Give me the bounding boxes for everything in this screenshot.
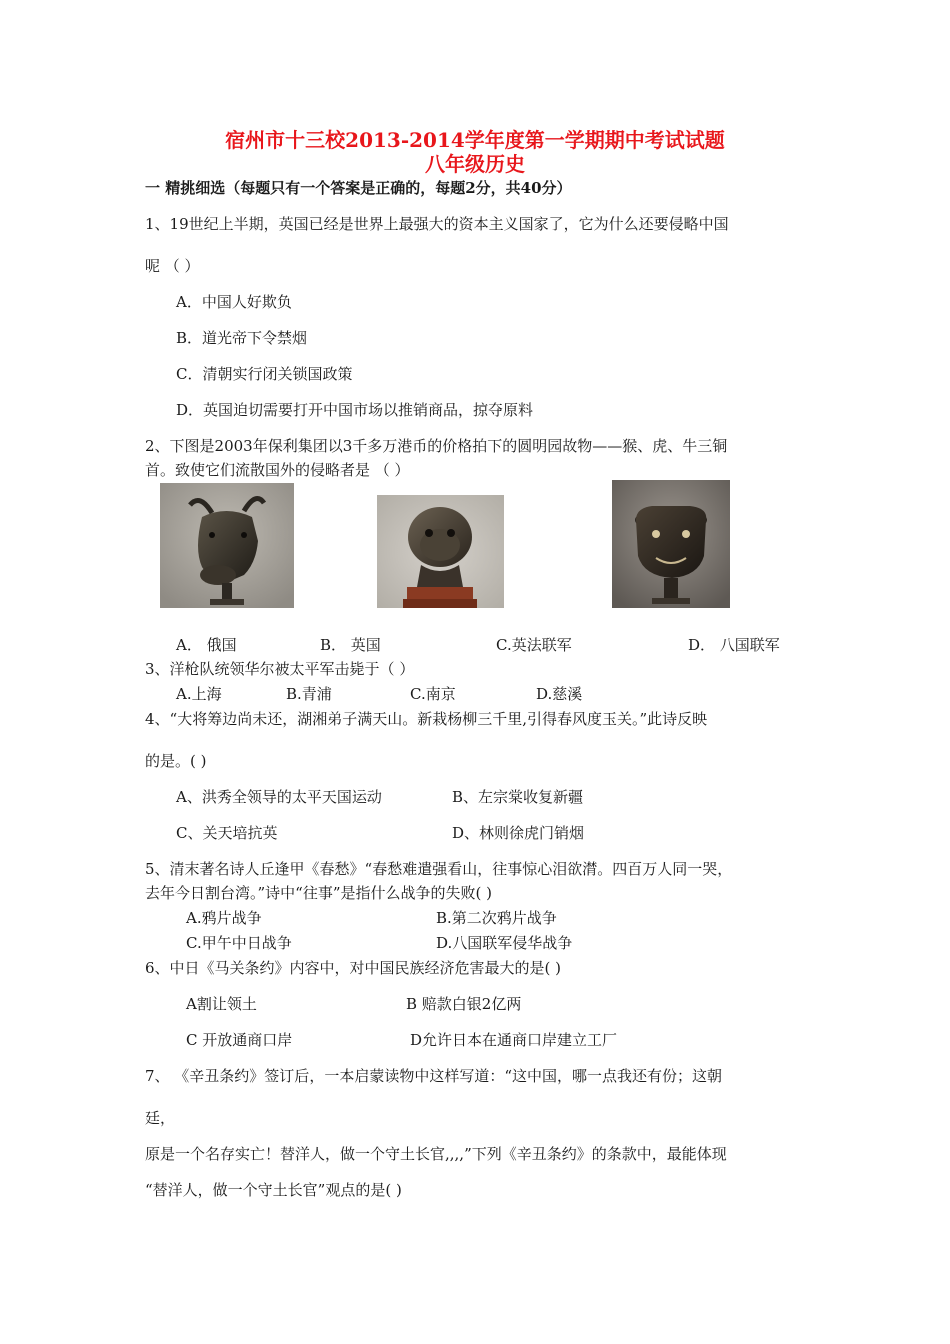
- question-6-stem: 6、中日《马关条约》内容中，对中国民族经济危害最大的是( ): [145, 959, 562, 977]
- ox-head-image: [160, 483, 294, 608]
- question-1-stem-cont: 呢 （ ）: [145, 257, 200, 275]
- question-6-option-c: C 开放通商口岸: [186, 1031, 293, 1049]
- tiger-head-image: [612, 480, 730, 608]
- monkey-head-image: [377, 495, 504, 608]
- question-1-stem: 1、19世纪上半期，英国已经是世界上最强大的资本主义国家了，它为什么还要侵略中国: [145, 215, 729, 233]
- question-7-stem-cont: 廷，: [145, 1109, 176, 1127]
- question-3-option-b: B.青浦: [286, 685, 332, 703]
- question-5-option-b: B.第二次鸦片战争: [436, 909, 557, 927]
- question-6-option-a: A割让领土: [186, 995, 257, 1013]
- question-1-option-d: D．英国迫切需要打开中国市场以推销商品，掠夺原料: [176, 401, 534, 419]
- question-3-option-c: C.南京: [410, 685, 456, 703]
- question-2-option-a: A． 俄国: [176, 636, 237, 654]
- section-heading: 一 精挑细选（每题只有一个答案是正确的，每题2分，共40分）: [145, 179, 572, 197]
- question-2-option-d: D． 八国联军: [688, 636, 780, 654]
- question-5-option-a: A.鸦片战争: [186, 909, 262, 927]
- question-3-stem: 3、洋枪队统领华尔被太平军击毙于（ ）: [145, 660, 415, 678]
- question-7-stem-cont-3: “替洋人，做一个守土长官”观点的是( ): [145, 1181, 402, 1199]
- question-6-option-d: D允许日本在通商口岸建立工厂: [410, 1031, 618, 1049]
- question-2-option-c: C.英法联军: [496, 636, 572, 654]
- question-3-option-d: D.慈溪: [536, 685, 583, 703]
- question-1-option-a: A．中国人好欺负: [176, 293, 292, 311]
- question-4-option-c: C、关天培抗英: [176, 824, 278, 842]
- question-4-option-d: D、林则徐虎门销烟: [452, 824, 585, 842]
- question-5-option-d: D.八国联军侵华战争: [436, 934, 573, 952]
- question-1-option-b: B．道光帝下令禁烟: [176, 329, 308, 347]
- question-4-stem: 4、“大将筹边尚未还，湖湘弟子满天山。新栽杨柳三千里,引得春风度玉关。”此诗反映: [145, 710, 708, 728]
- question-7-stem-cont-2: 原是一个名存实亡！替洋人，做一个守土长官,,,,”下列《辛丑条约》的条款中，最能体现: [145, 1145, 727, 1163]
- question-3-option-a: A.上海: [176, 685, 222, 703]
- question-4-option-a: A、洪秀全领导的太平天国运动: [176, 788, 382, 806]
- question-5-option-c: C.甲午中日战争: [186, 934, 292, 952]
- question-2-stem-cont: 首。致使它们流散国外的侵略者是 （ ）: [145, 461, 410, 479]
- exam-subtitle: 八年级历史: [425, 152, 525, 176]
- exam-title: 宿州市十三校2013-2014学年度第一学期期中考试试题: [225, 128, 725, 152]
- question-5-stem-cont: 去年今日割台湾。”诗中“往事”是指什么战争的失败( ): [145, 884, 492, 902]
- question-4-option-b: B、左宗棠收复新疆: [452, 788, 584, 806]
- question-2-stem: 2、下图是2003年保利集团以3千多万港币的价格拍下的圆明园故物——猴、虎、牛三铜: [145, 437, 728, 455]
- question-6-option-b: B 赔款白银2亿两: [406, 995, 522, 1013]
- question-7-stem: 7、 《辛丑条约》签订后，一本启蒙读物中这样写道：“这中国，哪一点我还有份；这朝: [145, 1067, 722, 1085]
- question-2-option-b: B． 英国: [320, 636, 381, 654]
- question-1-option-c: C．清朝实行闭关锁国政策: [176, 365, 353, 383]
- question-4-stem-cont: 的是。( ): [145, 752, 207, 770]
- question-5-stem: 5、清末著名诗人丘逢甲《春愁》“春愁难遣强看山，往事惊心泪欲潸。四百万人同一哭，: [145, 860, 733, 878]
